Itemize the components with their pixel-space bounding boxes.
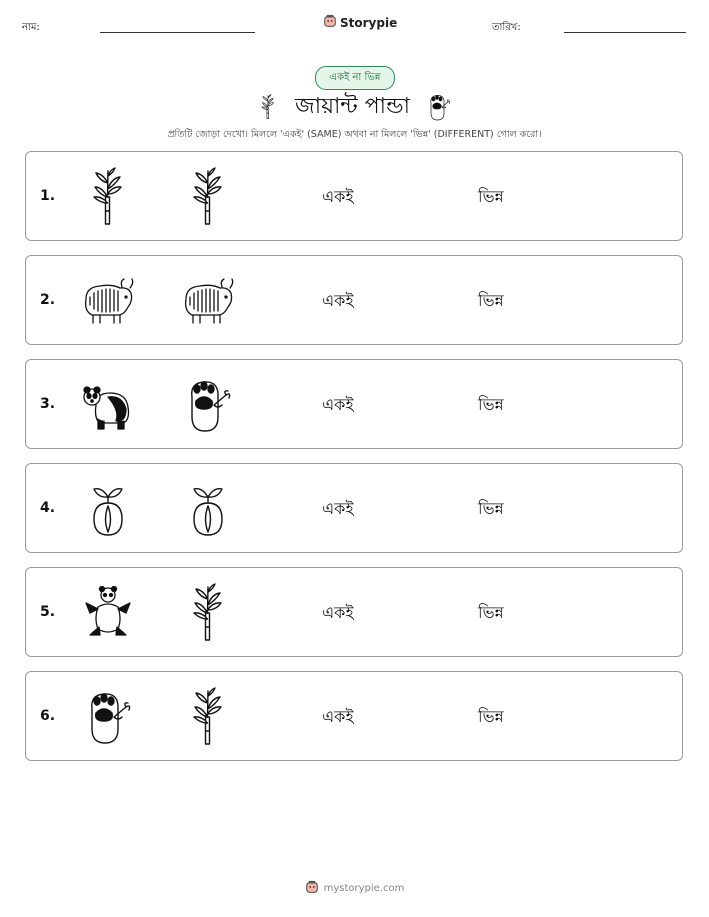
question-number: 5. [40,604,56,620]
question-number: 2. [40,292,56,308]
red-panda-icon [78,583,138,643]
date-label: তারিখ: [492,22,521,33]
seed-sprout-icon [178,479,238,539]
worksheet-header [0,0,709,48]
question-row [25,671,683,761]
question-number: 4. [40,500,56,516]
option-different[interactable]: ভিন্ন [478,603,504,622]
option-different[interactable]: ভিন্ন [478,291,504,310]
date-line[interactable] [564,32,686,33]
storypie-logo-icon [323,13,337,32]
footer-url[interactable]: mystorypie.com [323,883,405,894]
footer [0,879,709,898]
option-different[interactable]: ভিন্ন [478,499,504,518]
option-different[interactable]: ভিন্ন [478,395,504,414]
question-number: 3. [40,396,56,412]
question-row [25,255,683,345]
question-row [25,567,683,657]
panda-paw-icon [178,375,238,435]
bamboo-icon [178,167,238,227]
option-same[interactable]: একই [322,603,354,622]
storypie-logo-icon [305,879,319,898]
option-same[interactable]: একই [322,499,354,518]
name-line[interactable] [100,32,255,33]
instructions: প্রতিটি জোড়া দেখো। মিললে 'একই' (SAME) অথবা না মিললে 'ভিন্ন' (DIFFERENT) গোল করো। [167,129,542,140]
bamboo-icon [178,583,238,643]
panda-paw-icon [78,687,138,747]
option-different[interactable]: ভিন্ন [478,187,504,206]
bamboo-icon [78,167,138,227]
option-same[interactable]: একই [322,395,354,414]
question-row [25,359,683,449]
question-number: 1. [40,188,56,204]
option-same[interactable]: একই [322,187,354,206]
panda-paw-icon [424,92,454,122]
option-different[interactable]: ভিন্ন [478,707,504,726]
name-label: নাম: [22,22,40,33]
yak-icon [178,271,238,331]
option-same[interactable]: একই [322,291,354,310]
title-row [0,90,709,124]
brand [323,13,397,32]
page-title: জায়ান্ট পান্ডা [295,93,410,119]
bamboo-icon [178,687,238,747]
question-number: 6. [40,708,56,724]
seed-sprout-icon [78,479,138,539]
question-row [25,463,683,553]
panda-icon [78,375,138,435]
option-same[interactable]: একই [322,707,354,726]
brand-name: Storypie [340,15,398,30]
bamboo-icon [255,94,281,120]
yak-icon [78,271,138,331]
activity-badge: একই না ভিন্ন [315,66,395,90]
question-row [25,151,683,241]
